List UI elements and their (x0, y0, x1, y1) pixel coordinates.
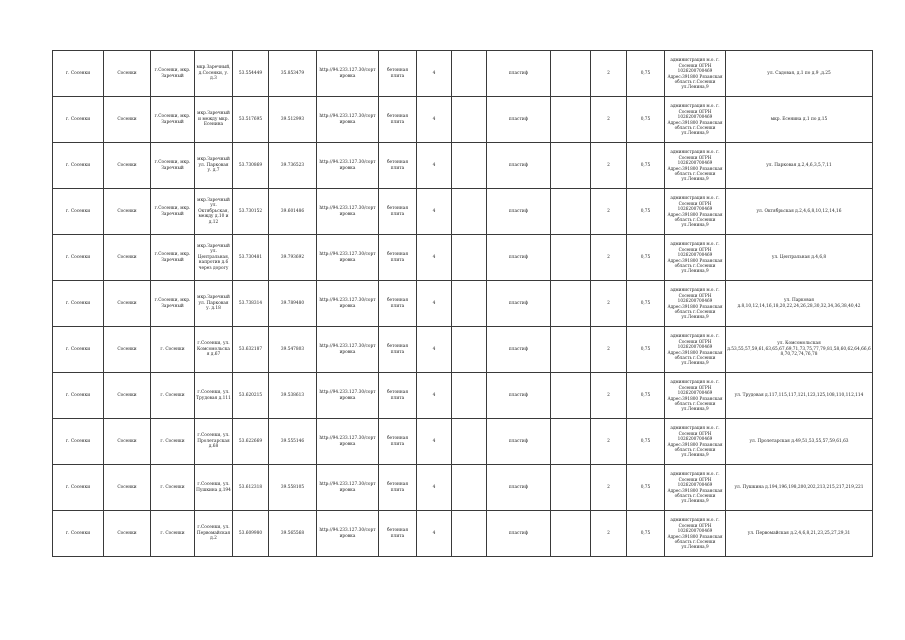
cell-served-addresses: ул. Садовая, д.1 по д.9 ,д.25 (726, 51, 873, 97)
cell-district: г.Сосенки, мкр. Заречный (151, 51, 195, 97)
cell-latitude: 53.730152 (233, 189, 269, 235)
cell-address: мкр.Заречный ул. Парковая у. д.7 (195, 143, 233, 189)
cell-owner-org: администрация м.о. г. Сосенки ОГРН 1026200700469 Адрес:391800 Рязанская область г.Сосенки ул.Ленина,9 (665, 465, 726, 511)
cell-longitude: 39.547803 (269, 327, 317, 373)
cell-latitude: 53.738314 (233, 281, 269, 327)
cell-owner-org: администрация м.о. г. Сосенки ОГРН 1026200700469 Адрес:391800 Рязанская область г.Сосенки ул.Ленина,9 (665, 235, 726, 281)
cell-surface: бетонная плита (379, 235, 417, 281)
cell-longitude: 39.789480 (269, 281, 317, 327)
cell-empty (452, 465, 487, 511)
cell-owner-org: администрация м.о. г. Сосенки ОГРН 1026200700469 Адрес:391800 Рязанская область г.Сосенки ул.Ленина,9 (665, 97, 726, 143)
cell-district: г.Сосенки, мкр. Заречный (151, 143, 195, 189)
cell-latitude: 53.609980 (233, 511, 269, 557)
cell-empty (452, 235, 487, 281)
cell-empty-2 (551, 373, 591, 419)
table-row (53, 51, 873, 97)
cell-longitude: 39.538613 (269, 373, 317, 419)
cell-settlement: г. Сосенки (53, 235, 104, 281)
cell-locality: Сосенки (104, 235, 151, 281)
cell-empty-2 (551, 51, 591, 97)
cell-settlement: г. Сосенки (53, 511, 104, 557)
cell-url: http://94.233.127.30/сорт ировка (317, 143, 379, 189)
table-row (53, 419, 873, 465)
cell-district: г. Сосенки (151, 419, 195, 465)
cell-container-count: 4 (417, 189, 452, 235)
document-sheet (52, 50, 872, 557)
cell-longitude: 39.512993 (269, 97, 317, 143)
container-sites-table (52, 50, 873, 557)
cell-locality: Сосенки (104, 281, 151, 327)
cell-empty (452, 419, 487, 465)
cell-volume: 2 (591, 465, 627, 511)
cell-container-count: 4 (417, 373, 452, 419)
cell-volume: 2 (591, 51, 627, 97)
cell-container-count: 4 (417, 51, 452, 97)
cell-surface: бетонная плита (379, 373, 417, 419)
cell-longitude: 39.793692 (269, 235, 317, 281)
table-row (53, 511, 873, 557)
cell-surface: бетонная плита (379, 97, 417, 143)
cell-container-type: пластиф (487, 281, 551, 327)
cell-volume-m3: 0,75 (627, 281, 665, 327)
cell-empty-2 (551, 189, 591, 235)
cell-empty (452, 327, 487, 373)
cell-served-addresses: ул. Первомайская д.2,4,6,8,21,23,25,27,29,31 (726, 511, 873, 557)
cell-owner-org: администрация м.о. г. Сосенки ОГРН 1026200700469 Адрес:391800 Рязанская область г.Сосенки ул.Ленина,9 (665, 51, 726, 97)
table-row (53, 373, 873, 419)
cell-longitude: 39.736523 (269, 143, 317, 189)
cell-url: http://94.233.127.30/сорт ировка (317, 373, 379, 419)
cell-container-count: 4 (417, 327, 452, 373)
cell-address: мкр.Заречный ул. Центральная, напротив д.6 через дорогу (195, 235, 233, 281)
cell-served-addresses: ул. Пушкина д.194,196,198,200,202,213,215,217,219,221 (726, 465, 873, 511)
cell-district: г.Сосенки, мкр. Заречный (151, 281, 195, 327)
cell-latitude: 53.730869 (233, 143, 269, 189)
cell-settlement: г. Сосенки (53, 327, 104, 373)
cell-empty (452, 97, 487, 143)
cell-served-addresses: ул. Октябрьская д.2,4,6,8,10,12,14,16 (726, 189, 873, 235)
cell-volume-m3: 0,75 (627, 235, 665, 281)
cell-locality: Сосенки (104, 327, 151, 373)
cell-container-count: 4 (417, 97, 452, 143)
cell-longitude: 35.853479 (269, 51, 317, 97)
cell-district: г.Сосенки, мкр. Заречный (151, 97, 195, 143)
table-row (53, 143, 873, 189)
cell-surface: бетонная плита (379, 189, 417, 235)
cell-served-addresses: ул. Пролетарская д.49,51,53,55,57,59,61,63 (726, 419, 873, 465)
cell-volume: 2 (591, 189, 627, 235)
cell-container-type: пластиф (487, 327, 551, 373)
cell-empty (452, 281, 487, 327)
cell-volume: 2 (591, 235, 627, 281)
cell-container-type: пластиф (487, 419, 551, 465)
cell-empty-2 (551, 511, 591, 557)
cell-container-count: 4 (417, 419, 452, 465)
cell-settlement: г. Сосенки (53, 419, 104, 465)
cell-url: http://94.233.127.30/сорт ировка (317, 465, 379, 511)
cell-latitude: 53.632187 (233, 327, 269, 373)
cell-settlement: г. Сосенки (53, 281, 104, 327)
cell-locality: Сосенки (104, 97, 151, 143)
cell-district: г. Сосенки (151, 465, 195, 511)
cell-latitude: 53.620215 (233, 373, 269, 419)
cell-longitude: 39.555146 (269, 419, 317, 465)
cell-surface: бетонная плита (379, 511, 417, 557)
cell-container-type: пластиф (487, 189, 551, 235)
cell-container-type: пластиф (487, 373, 551, 419)
cell-served-addresses: ул. Парковая д.8,10,12,14,16,18,20,22,24,26,28,30,32,34,36,38,40,42 (726, 281, 873, 327)
cell-owner-org: администрация м.о. г. Сосенки ОГРН 1026200700469 Адрес:391800 Рязанская область г.Сосенки ул.Ленина,9 (665, 511, 726, 557)
cell-district: г. Сосенки (151, 373, 195, 419)
cell-empty-2 (551, 235, 591, 281)
cell-district: г. Сосенки (151, 327, 195, 373)
cell-locality: Сосенки (104, 51, 151, 97)
cell-container-count: 4 (417, 511, 452, 557)
cell-url: http://94.233.127.30/сорт ировка (317, 511, 379, 557)
cell-district: г.Сосенки, мкр. Заречный (151, 235, 195, 281)
cell-url: http://94.233.127.30/сорт ировка (317, 281, 379, 327)
cell-address: мкр.Заречный и между мкр. Есенина (195, 97, 233, 143)
cell-latitude: 53.730481 (233, 235, 269, 281)
cell-latitude: 53.622669 (233, 419, 269, 465)
table-row (53, 189, 873, 235)
cell-owner-org: администрация м.о. г. Сосенки ОГРН 1026200700469 Адрес:391800 Рязанская область г.Сосенки ул.Ленина,9 (665, 281, 726, 327)
cell-volume: 2 (591, 327, 627, 373)
cell-empty-2 (551, 327, 591, 373)
cell-empty-2 (551, 465, 591, 511)
cell-container-count: 4 (417, 143, 452, 189)
cell-url: http://94.233.127.30/сорт ировка (317, 51, 379, 97)
cell-container-type: пластиф (487, 143, 551, 189)
cell-longitude: 39.565568 (269, 511, 317, 557)
cell-latitude: 53.554449 (233, 51, 269, 97)
cell-container-type: пластиф (487, 465, 551, 511)
cell-latitude: 53.517695 (233, 97, 269, 143)
cell-locality: Сосенки (104, 143, 151, 189)
cell-empty-2 (551, 97, 591, 143)
cell-locality: Сосенки (104, 373, 151, 419)
cell-district: г. Сосенки (151, 511, 195, 557)
cell-volume-m3: 0,75 (627, 419, 665, 465)
cell-owner-org: администрация м.о. г. Сосенки ОГРН 1026200700469 Адрес:391800 Рязанская область г.Сосенки ул.Ленина,9 (665, 143, 726, 189)
cell-address: г.Сосенки, ул. Трудовая д.111 (195, 373, 233, 419)
cell-surface: бетонная плита (379, 327, 417, 373)
cell-volume-m3: 0,75 (627, 51, 665, 97)
cell-volume-m3: 0,75 (627, 373, 665, 419)
cell-address: г.Сосенки, ул. Пушкина д.194 (195, 465, 233, 511)
cell-surface: бетонная плита (379, 51, 417, 97)
cell-owner-org: администрация м.о. г. Сосенки ОГРН 1026200700469 Адрес:391800 Рязанская область г.Сосенки ул.Ленина,9 (665, 189, 726, 235)
cell-served-addresses: ул. Комсомольская д.53,55,57,59,61,63,65,67,69,71,73,75,77,79,81,58,60,62,64,66,68,70,72,74,76,78 (726, 327, 873, 373)
cell-locality: Сосенки (104, 189, 151, 235)
table-row (53, 465, 873, 511)
cell-empty-2 (551, 281, 591, 327)
cell-volume: 2 (591, 373, 627, 419)
cell-empty (452, 51, 487, 97)
cell-latitude: 53.612318 (233, 465, 269, 511)
cell-settlement: г. Сосенки (53, 51, 104, 97)
cell-volume-m3: 0,75 (627, 97, 665, 143)
cell-container-count: 4 (417, 281, 452, 327)
cell-url: http://94.233.127.30/сорт ировка (317, 235, 379, 281)
cell-surface: бетонная плита (379, 281, 417, 327)
cell-container-count: 4 (417, 235, 452, 281)
cell-address: г.Сосенки, ул. Пролетарская д.68 (195, 419, 233, 465)
cell-container-type: пластиф (487, 97, 551, 143)
cell-locality: Сосенки (104, 465, 151, 511)
cell-empty (452, 511, 487, 557)
table-row (53, 235, 873, 281)
cell-volume: 2 (591, 281, 627, 327)
cell-volume-m3: 0,75 (627, 327, 665, 373)
cell-surface: бетонная плита (379, 465, 417, 511)
cell-volume-m3: 0,75 (627, 143, 665, 189)
cell-url: http://94.233.127.30/сорт ировка (317, 327, 379, 373)
cell-empty (452, 189, 487, 235)
cell-url: http://94.233.127.30/сорт ировка (317, 189, 379, 235)
cell-served-addresses: ул. Парковая д.2,4,6,3,5,7,11 (726, 143, 873, 189)
cell-surface: бетонная плита (379, 143, 417, 189)
cell-volume: 2 (591, 143, 627, 189)
cell-address: г.Сосенки, ул. Первомайская д.2 (195, 511, 233, 557)
table-row (53, 97, 873, 143)
cell-volume: 2 (591, 419, 627, 465)
cell-locality: Сосенки (104, 511, 151, 557)
cell-volume-m3: 0,75 (627, 465, 665, 511)
cell-longitude: 39.558105 (269, 465, 317, 511)
cell-volume: 2 (591, 511, 627, 557)
cell-volume-m3: 0,75 (627, 189, 665, 235)
cell-address: мкр.Заречный ул. Парковая у. д.18 (195, 281, 233, 327)
cell-district: г.Сосенки, мкр. Заречный (151, 189, 195, 235)
cell-empty (452, 373, 487, 419)
cell-volume-m3: 0,75 (627, 511, 665, 557)
cell-served-addresses: ул. Трудовая д.117,115,117,121,123,125,108,110,112,114 (726, 373, 873, 419)
cell-settlement: г. Сосенки (53, 465, 104, 511)
cell-address: мкр.Заречный ул. Октябрьская, между д.10 и д.12 (195, 189, 233, 235)
cell-settlement: г. Сосенки (53, 97, 104, 143)
cell-address: г.Сосенки, ул. Комсомольская д.67 (195, 327, 233, 373)
cell-container-type: пластиф (487, 511, 551, 557)
table-row (53, 281, 873, 327)
cell-empty-2 (551, 143, 591, 189)
cell-served-addresses: мкр. Есенина д.1 по д.15 (726, 97, 873, 143)
cell-container-count: 4 (417, 465, 452, 511)
cell-served-addresses: ул. Центральная д.4,6,8 (726, 235, 873, 281)
table-row (53, 327, 873, 373)
cell-container-type: пластиф (487, 51, 551, 97)
cell-longitude: 39.601486 (269, 189, 317, 235)
cell-address: мкр.Заречный, д.Сосенки, у. д.3 (195, 51, 233, 97)
cell-empty (452, 143, 487, 189)
cell-settlement: г. Сосенки (53, 373, 104, 419)
cell-empty-2 (551, 419, 591, 465)
cell-owner-org: администрация м.о. г. Сосенки ОГРН 1026200700469 Адрес:391800 Рязанская область г.Сосенки ул.Ленина,9 (665, 327, 726, 373)
table-body (53, 51, 873, 557)
cell-locality: Сосенки (104, 419, 151, 465)
cell-url: http://94.233.127.30/сорт ировка (317, 97, 379, 143)
cell-settlement: г. Сосенки (53, 189, 104, 235)
cell-owner-org: администрация м.о. г. Сосенки ОГРН 1026200700469 Адрес:391800 Рязанская область г.Сосенки ул.Ленина,9 (665, 419, 726, 465)
cell-container-type: пластиф (487, 235, 551, 281)
cell-owner-org: администрация м.о. г. Сосенки ОГРН 1026200700469 Адрес:391800 Рязанская область г.Сосенки ул.Ленина,9 (665, 373, 726, 419)
cell-volume: 2 (591, 97, 627, 143)
cell-surface: бетонная плита (379, 419, 417, 465)
cell-url: http://94.233.127.30/сорт ировка (317, 419, 379, 465)
cell-settlement: г. Сосенки (53, 143, 104, 189)
